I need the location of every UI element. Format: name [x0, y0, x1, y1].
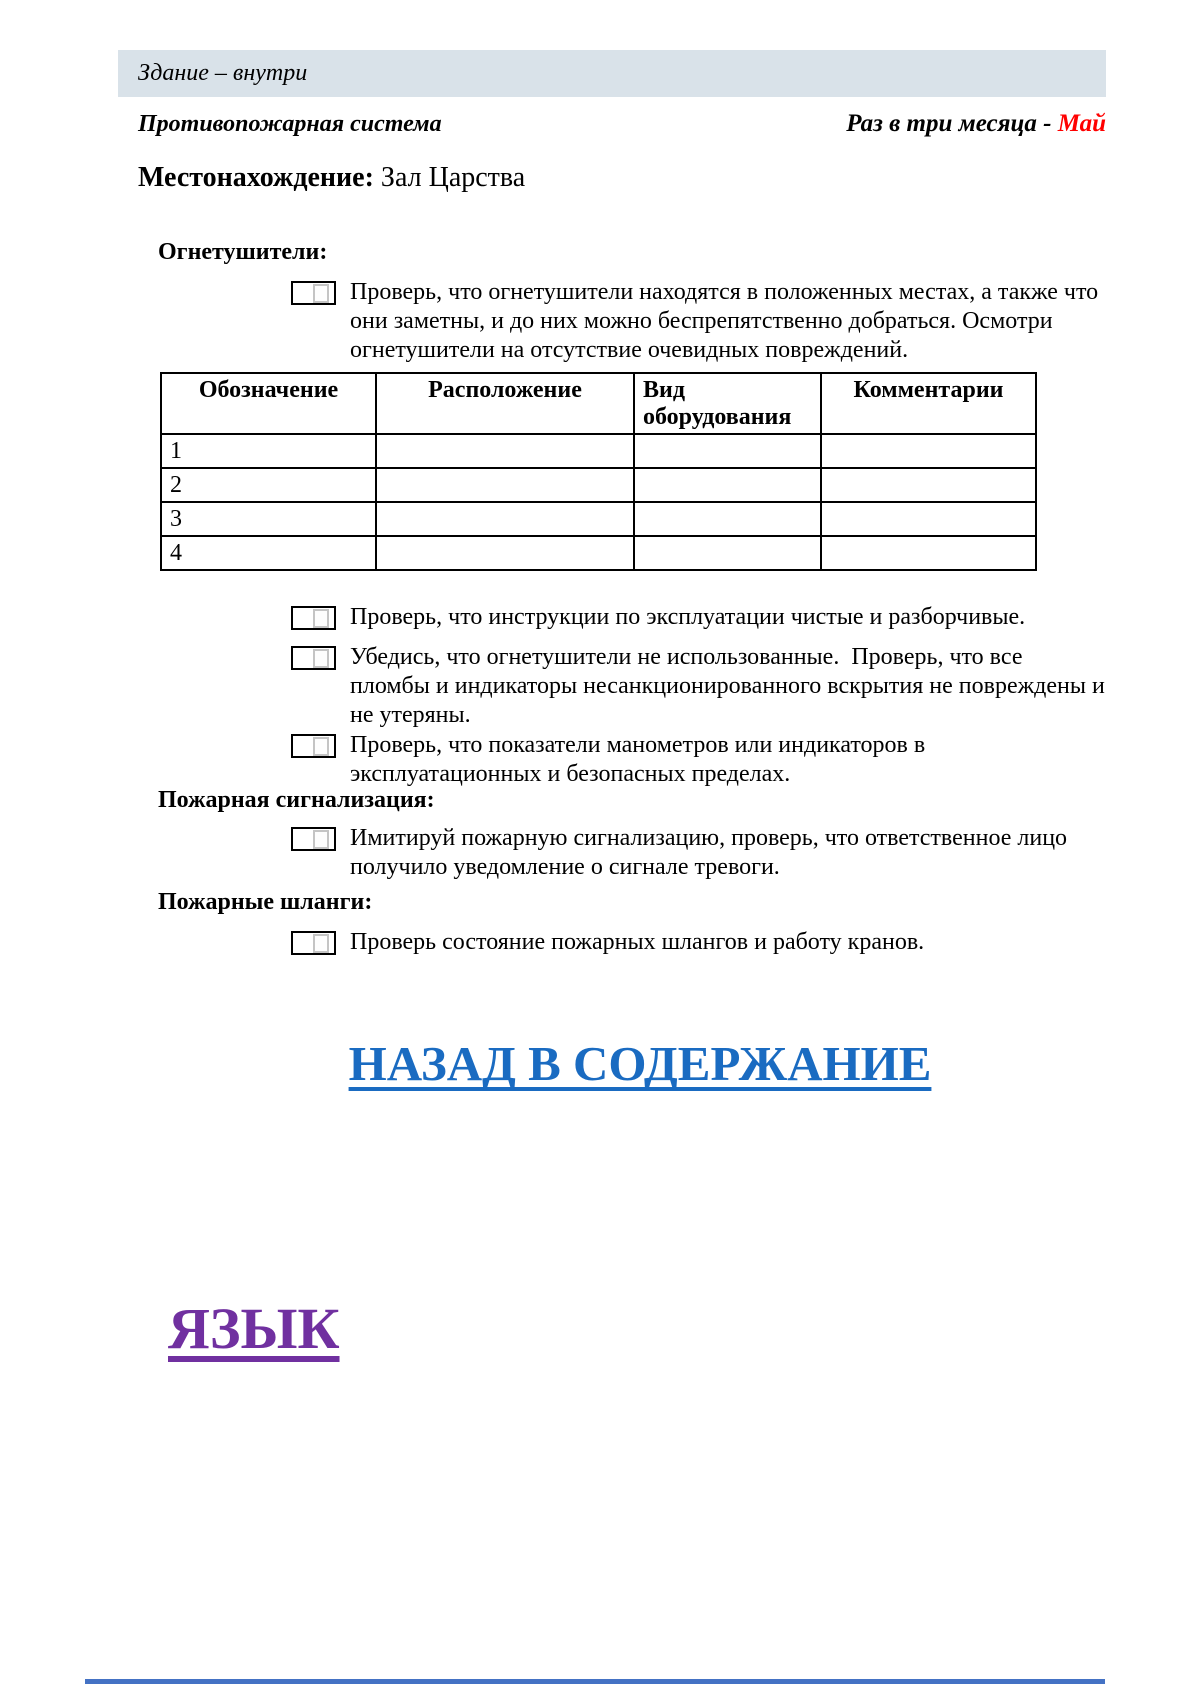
- section-heading-fire-alarm: Пожарная сигнализация:: [158, 787, 435, 813]
- check-text-line: Проверь состояние пожарных шлангов и работу кранов.: [350, 929, 925, 955]
- checkbox-field-icon: [313, 830, 329, 849]
- table-header-designation: Обозначение: [161, 373, 376, 434]
- check-item-seals-intact: [291, 643, 1105, 730]
- checkbox-field-icon: [313, 284, 329, 303]
- checkbox[interactable]: [291, 931, 336, 955]
- table-header-row: [161, 373, 1036, 434]
- empty-cell: [376, 434, 634, 468]
- checkbox[interactable]: [291, 734, 336, 758]
- check-text-line: они заметны, и до них можно беспрепятственно добраться. Осмотри: [350, 308, 1053, 334]
- document-title: Противопожарная система: [138, 111, 442, 137]
- location-label: Местонахождение:: [138, 162, 374, 193]
- empty-cell: [634, 502, 821, 536]
- page-header-bar: [118, 50, 1106, 97]
- check-text-line: Имитируй пожарную сигнализацию, проверь, что ответственное лицо: [350, 825, 1068, 851]
- check-text-line: огнетушители на отсутствие очевидных повреждений.: [350, 337, 909, 363]
- empty-cell: [376, 502, 634, 536]
- table-row: [161, 434, 1036, 468]
- empty-cell: [821, 434, 1036, 468]
- table-row: [161, 536, 1036, 570]
- check-text-line: эксплуатационных и безопасных пределах.: [350, 761, 791, 787]
- table-row: [161, 502, 1036, 536]
- empty-cell: [634, 468, 821, 502]
- row-number: 2: [161, 468, 376, 502]
- checkbox-field-icon: [313, 609, 329, 628]
- location-line: [138, 162, 525, 194]
- checkbox-field-icon: [313, 934, 329, 953]
- empty-cell: [821, 502, 1036, 536]
- schedule-label: [846, 110, 1106, 138]
- subheader-row: [138, 110, 1106, 138]
- checkbox[interactable]: [291, 606, 336, 630]
- location-value: Зал Царства: [380, 162, 526, 193]
- row-number: 3: [161, 502, 376, 536]
- check-item-instructions-legible: [291, 603, 1025, 632]
- check-text-line: Проверь, что инструкции по эксплуатации чистые и разборчивые.: [350, 604, 1026, 630]
- check-item-gauges-in-range: [291, 731, 925, 789]
- empty-cell: [821, 536, 1036, 570]
- schedule-month: Май: [1057, 110, 1106, 137]
- empty-cell: [376, 536, 634, 570]
- checkbox[interactable]: [291, 281, 336, 305]
- checkbox[interactable]: [291, 646, 336, 670]
- empty-cell: [376, 468, 634, 502]
- table-header-comments: Комментарии: [821, 373, 1036, 434]
- footer-divider-bar: [85, 1679, 1105, 1684]
- empty-cell: [821, 468, 1036, 502]
- check-text-line: пломбы и индикаторы несанкционированного вскрытия не повреждены и: [350, 673, 1105, 699]
- check-text-line: Проверь, что показатели манометров или индикаторов в: [350, 732, 926, 758]
- row-number: 4: [161, 536, 376, 570]
- checkbox[interactable]: [291, 827, 336, 851]
- table-row: [161, 468, 1036, 502]
- language-link[interactable]: ЯЗЫК: [168, 1296, 340, 1361]
- back-link-row: [85, 1038, 1191, 1090]
- row-number: 1: [161, 434, 376, 468]
- schedule-prefix: Раз в три месяца -: [846, 110, 1058, 137]
- empty-cell: [634, 434, 821, 468]
- empty-cell: [634, 536, 821, 570]
- check-text-line: Проверь, что огнетушители находятся в положенных местах, а также что: [350, 279, 1099, 305]
- checkbox-field-icon: [313, 649, 329, 668]
- check-text-line: получило уведомление о сигнале тревоги.: [350, 854, 780, 880]
- section-heading-extinguishers: Огнетушители:: [158, 239, 328, 265]
- check-item-extinguisher-placement: [291, 278, 1098, 365]
- check-text-line: не утеряны.: [350, 702, 471, 728]
- table-header-equipment-type: Вид оборудования: [634, 373, 821, 434]
- check-item-hoses-condition: [291, 928, 924, 957]
- section-heading-fire-hoses: Пожарные шланги:: [158, 889, 373, 915]
- table-header-location: Расположение: [376, 373, 634, 434]
- checkbox-field-icon: [313, 737, 329, 756]
- header-bar-title: Здание – внутри: [138, 60, 308, 86]
- back-to-contents-link[interactable]: НАЗАД В СОДЕРЖАНИЕ: [348, 1036, 932, 1091]
- extinguisher-table: [160, 372, 1037, 571]
- check-item-simulate-alarm: [291, 824, 1067, 882]
- check-text-line: Убедись, что огнетушители не использованные. Проверь, что все: [350, 644, 1023, 670]
